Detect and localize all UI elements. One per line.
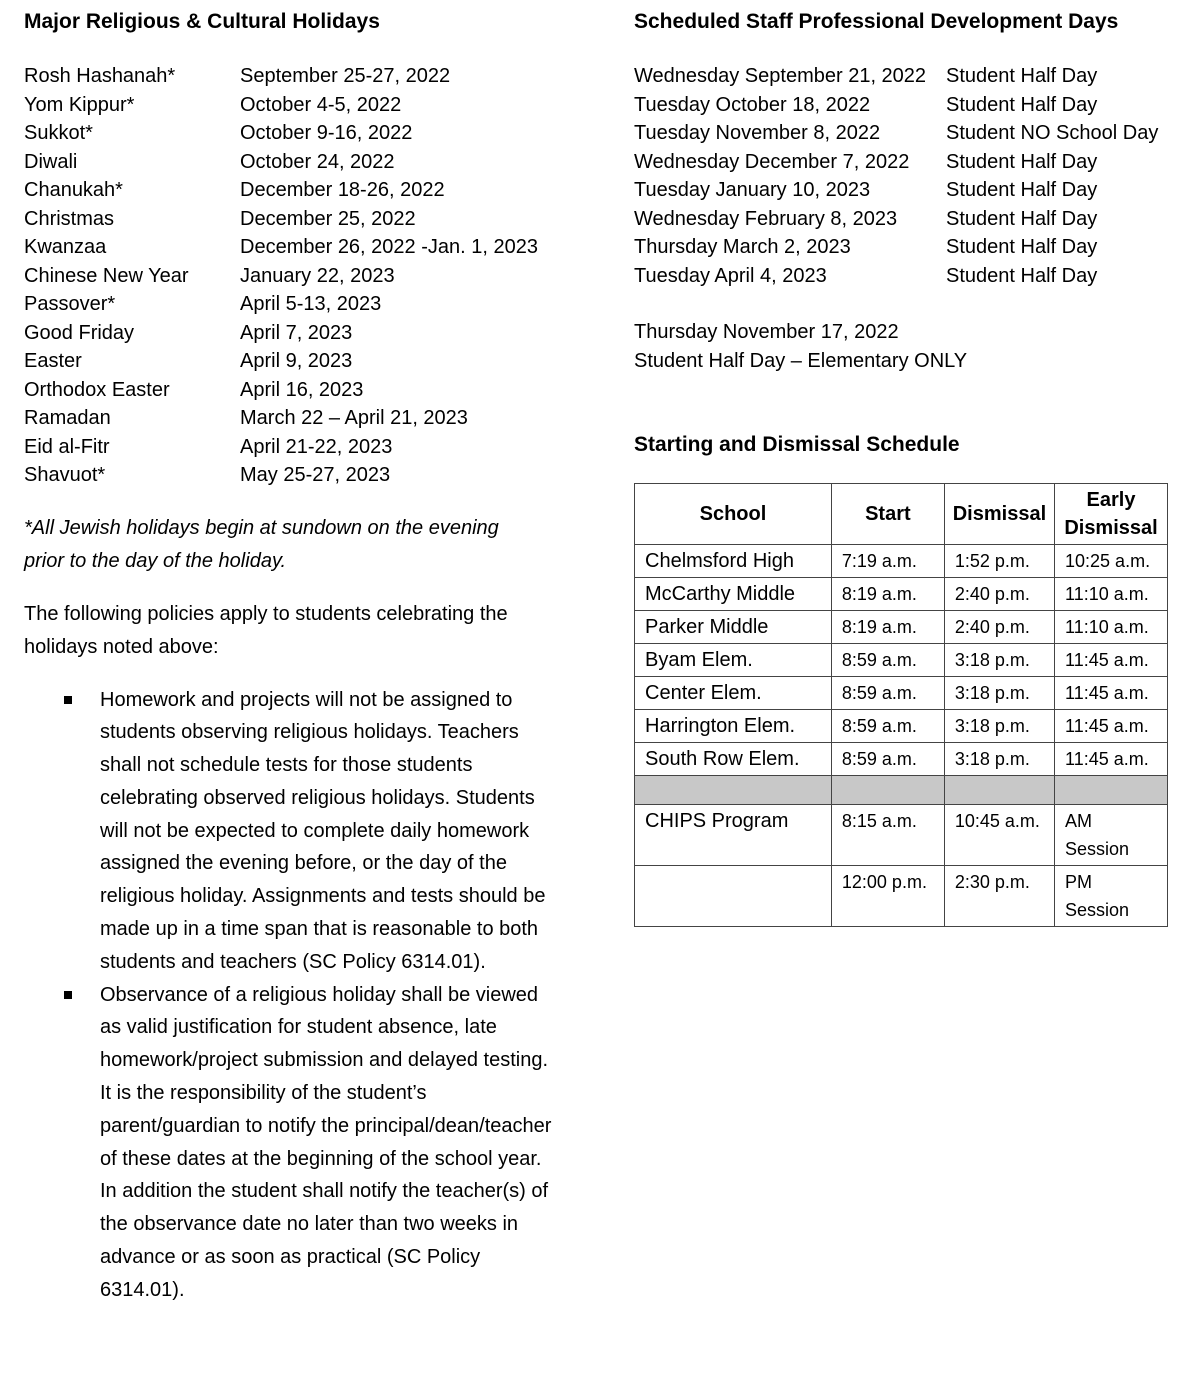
holidays-list [24,62,584,490]
holiday-date: April 9, 2023 [240,350,353,372]
holiday-name: Shavuot* [24,464,106,486]
holiday-date: December 26, 2022 -Jan. 1, 2023 [240,236,538,258]
pd-date: Wednesday September 21, 2022 [634,65,927,87]
school-cell: McCarthy Middle [635,578,832,611]
start-cell: 12:00 p.m. [831,866,944,927]
holiday-row [24,176,584,205]
early-dismissal-cell: 11:10 a.m. [1055,611,1168,644]
header-start: Start [831,484,944,545]
holiday-row [24,290,584,319]
dismissal-cell: 3:18 p.m. [944,644,1054,677]
school-cell: Chelmsford High [635,545,832,578]
policy-bullet-text: Observance of a religious holiday shall be viewed as valid justification for student absence, late homework/project submission and delayed testing. It is the responsibility of the student’s parent/guardian to notify the principal/dean/teacher of these dates at the beginning of the school year. In addition the student shall notify the teacher(s) of the observance date no later than two weeks in advance or as soon as practical (SC Policy 6314.01). [100,983,552,1301]
early-dismissal-cell: PM Session [1055,866,1168,927]
square-bullet-icon [24,684,100,979]
holiday-row [24,347,584,376]
pd-day-type: Student Half Day [946,65,1098,87]
holiday-date: September 25-27, 2022 [240,65,451,87]
holiday-name: Diwali [24,150,78,173]
school-cell: Center Elem. [635,677,832,710]
pd-date: Tuesday October 18, 2022 [634,93,871,116]
holiday-name: Passover* [24,293,116,315]
pd-date: Tuesday April 4, 2023 [634,264,827,287]
start-cell [831,776,944,805]
pd-row [634,205,1180,234]
holiday-row [24,376,584,405]
policy-intro: The following policies apply to students celebrating the holidays noted above: [24,602,508,658]
holiday-row [24,148,584,177]
holiday-date: December 25, 2022 [240,207,416,230]
header-dismissal: Dismissal [944,484,1054,545]
pd-row [634,148,1180,177]
pd-row [634,176,1180,205]
school-cell: Parker Middle [635,611,832,644]
table-row [635,644,1168,677]
schedule-table [634,483,1168,927]
dismissal-cell: 3:18 p.m. [944,677,1054,710]
table-row [635,743,1168,776]
table-row [635,578,1168,611]
pd-day-type: Student Half Day [946,264,1098,287]
dismissal-cell: 3:18 p.m. [944,710,1054,743]
pd-date: Wednesday December 7, 2022 [634,150,910,173]
holiday-row [24,262,584,291]
header-early-dismissal: Early Dismissal [1055,484,1168,545]
table-row [635,710,1168,743]
schedule-header-row [635,484,1168,545]
table-row [635,866,1168,927]
holiday-row [24,91,584,120]
holiday-date: May 25-27, 2023 [240,464,391,486]
policy-bullet [24,979,584,1307]
holiday-name: Sukkot* [24,122,93,144]
schedule-title: Starting and Dismissal Schedule [634,433,960,456]
holiday-row [24,433,584,462]
pd-extra [634,318,1180,375]
pd-list [634,62,1180,290]
pd-date: Thursday March 2, 2023 [634,236,851,258]
start-cell: 8:19 a.m. [831,611,944,644]
table-row [635,611,1168,644]
dismissal-cell: 1:52 p.m. [944,545,1054,578]
early-dismissal-cell: 11:45 a.m. [1055,644,1168,677]
pd-date: Tuesday November 8, 2022 [634,122,881,144]
holiday-date: October 24, 2022 [240,150,395,173]
table-row [635,677,1168,710]
start-cell: 8:59 a.m. [831,743,944,776]
pd-title: Scheduled Staff Professional Development Days [634,10,1119,33]
table-row [635,805,1168,866]
header-school: School [635,484,832,545]
square-bullet-icon [24,979,100,1307]
start-cell: 8:59 a.m. [831,710,944,743]
early-dismissal-cell: 11:45 a.m. [1055,743,1168,776]
holiday-row [24,461,584,490]
policy-bullets [24,684,584,1307]
dismissal-cell: 3:18 p.m. [944,743,1054,776]
start-cell: 8:59 a.m. [831,677,944,710]
holiday-date: March 22 – April 21, 2023 [240,407,468,429]
holiday-row [24,233,584,262]
school-cell [635,866,832,927]
dismissal-cell: 2:30 p.m. [944,866,1054,927]
policy-bullet-text: Homework and projects will not be assigned to students observing religious holidays. Teachers shall not schedule tests for those students celebrating observed religious holidays. Students will not be expected to complete daily homework assigned the evening before, or the day of the religious holiday. Assignments and tests should be made up in a time span that is reasonable to both students and teachers (SC Policy 6314.01). [100,688,546,973]
holiday-name: Christmas [24,207,115,230]
pd-extra-date: Thursday November 17, 2022 [634,321,899,343]
dismissal-cell [944,776,1054,805]
early-dismissal-cell: 11:10 a.m. [1055,578,1168,611]
holiday-row [24,319,584,348]
start-cell: 8:59 a.m. [831,644,944,677]
pd-row [634,62,1180,91]
holidays-column [24,0,584,1307]
pd-day-type: Student Half Day [946,207,1098,230]
policy-bullet [24,684,584,979]
early-dismissal-cell [1055,776,1168,805]
holiday-date: October 4-5, 2022 [240,93,402,116]
holiday-name: Good Friday [24,321,135,344]
pd-column [634,0,1180,927]
holiday-date: December 18-26, 2022 [240,179,445,201]
holiday-name: Orthodox Easter [24,378,170,401]
start-cell: 7:19 a.m. [831,545,944,578]
early-dismissal-cell: 10:25 a.m. [1055,545,1168,578]
jewish-holidays-note: *All Jewish holidays begin at sundown on the evening prior to the day of the holiday. [24,516,499,572]
early-dismissal-cell: 11:45 a.m. [1055,710,1168,743]
start-cell: 8:19 a.m. [831,578,944,611]
school-cell: Byam Elem. [635,644,832,677]
table-row [635,545,1168,578]
holiday-row [24,404,584,433]
pd-row [634,262,1180,291]
holiday-date: October 9-16, 2022 [240,122,413,144]
school-cell: South Row Elem. [635,743,832,776]
pd-day-type: Student NO School Day [946,122,1159,144]
holiday-name: Chanukah* [24,179,123,201]
pd-day-type: Student Half Day [946,150,1098,173]
school-cell [635,776,832,805]
pd-day-type: Student Half Day [946,93,1098,116]
pd-date: Wednesday February 8, 2023 [634,207,898,230]
holiday-date: April 21-22, 2023 [240,435,393,458]
dismissal-cell: 2:40 p.m. [944,611,1054,644]
holiday-row [24,62,584,91]
pd-day-type: Student Half Day [946,236,1098,258]
holiday-name: Ramadan [24,407,111,429]
holiday-date: April 16, 2023 [240,378,364,401]
school-cell: CHIPS Program [635,805,832,866]
holiday-name: Eid al-Fitr [24,435,110,458]
holiday-date: January 22, 2023 [240,264,395,287]
table-row [635,776,1168,805]
school-cell: Harrington Elem. [635,710,832,743]
holiday-name: Yom Kippur* [24,93,135,116]
holiday-name: Easter [24,350,82,372]
holiday-row [24,119,584,148]
dismissal-cell: 2:40 p.m. [944,578,1054,611]
early-dismissal-cell: 11:45 a.m. [1055,677,1168,710]
pd-day-type: Student Half Day [946,179,1098,201]
holiday-name: Chinese New Year [24,264,189,287]
dismissal-cell: 10:45 a.m. [944,805,1054,866]
holiday-name: Kwanzaa [24,236,107,258]
pd-date: Tuesday January 10, 2023 [634,179,871,201]
holiday-date: April 7, 2023 [240,321,353,344]
early-dismissal-cell: AM Session [1055,805,1168,866]
holiday-date: April 5-13, 2023 [240,293,382,315]
pd-row [634,119,1180,148]
pd-row [634,91,1180,120]
holiday-name: Rosh Hashanah* [24,65,176,87]
holidays-title: Major Religious & Cultural Holidays [24,10,380,33]
holiday-row [24,205,584,234]
pd-row [634,233,1180,262]
start-cell: 8:15 a.m. [831,805,944,866]
pd-extra-note: Student Half Day – Elementary ONLY [634,349,968,372]
